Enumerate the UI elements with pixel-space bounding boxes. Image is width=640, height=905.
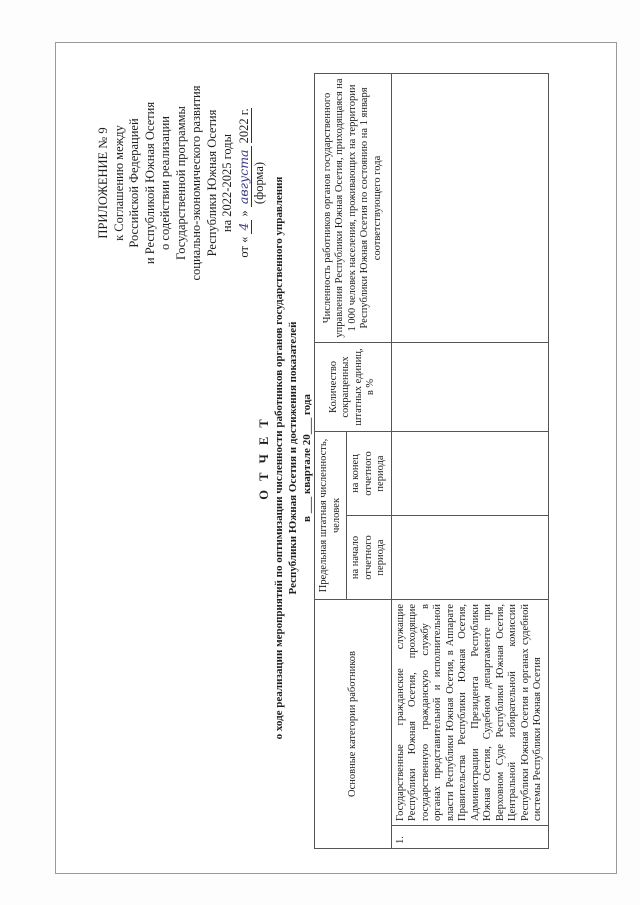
report-heading: О Т Ч Е Т	[257, 416, 271, 500]
rotated-document	[56, 43, 616, 873]
table-row	[391, 74, 548, 849]
col-start-header: на начало отчетного периода	[347, 516, 392, 600]
report-subtitle-2: Республики Южная Осетия и достижения показателей	[287, 321, 299, 595]
handwritten-day: 4	[236, 220, 252, 234]
date-prefix: от «	[236, 236, 251, 258]
appendix-line: ПРИЛОЖЕНИЕ № 9	[96, 127, 110, 239]
page-frame	[55, 42, 617, 874]
row-start-value	[391, 516, 548, 600]
appendix-date	[236, 73, 253, 293]
row-per1000-value	[391, 74, 548, 343]
table-header-row	[315, 74, 347, 849]
appendix-line: о содействии реализации	[158, 116, 172, 250]
row-end-value	[391, 432, 548, 516]
report-title-block	[256, 43, 314, 873]
row-category: Государственные гражданские служащие Республики Южная Осетия, проходящие государственную гражданскую службу в органах представительной и исполнительной власти Республики Южная Осетия, в Аппарате Правительства Республики Южная Осетия, Администрации Президента Республики Южная Осетия, Судебном департаменте при Верховном Суде Республики Южная Осетия, Центральной избирательной комиссии Республики Южная Осетия и органах судебной системы Республики Южная Осетия	[391, 600, 548, 826]
row-reduced-value	[391, 343, 548, 432]
appendix-line: Республики Южная Осетия	[204, 109, 219, 257]
col-reduced-header: Количество сокращенных штатных единиц, в %	[315, 343, 392, 432]
date-year: 2022 г.	[236, 108, 251, 144]
appendix-line: социально-экономического развития	[189, 85, 203, 281]
date-mid: »	[236, 210, 251, 217]
appendix-line: и Республикой Южная Осетия	[142, 101, 157, 265]
report-table	[314, 73, 549, 849]
col-limit-header: Предельная штатная численность, человек	[315, 432, 347, 600]
handwritten-month: августа	[236, 146, 252, 207]
appendix-line: на 2022-2025 годы	[220, 133, 234, 233]
col-end-header: на конец отчетного периода	[347, 432, 392, 516]
form-label: (форма)	[252, 161, 266, 205]
appendix-line: Государственной программы	[173, 106, 188, 260]
row-number: 1.	[391, 826, 548, 849]
appendix-block	[96, 73, 268, 293]
report-period: в ___ квартале 20___ года	[301, 394, 313, 522]
appendix-line: к Соглашению между	[111, 125, 126, 241]
col-category-header: Основные категории работников	[315, 600, 392, 849]
report-subtitle: о ходе реализации мероприятий по оптимизации численности работников органов государственного управления	[273, 176, 285, 740]
appendix-line: Российской Федерацией	[127, 118, 141, 248]
col-per1000-header: Численность работников органов государственного управления Республики Южная Осетия, приходящаяся на 1 000 человек населения, проживающих на территории Республики Южная Осетия по состоянию на 1 января соответствующего года	[315, 74, 392, 343]
